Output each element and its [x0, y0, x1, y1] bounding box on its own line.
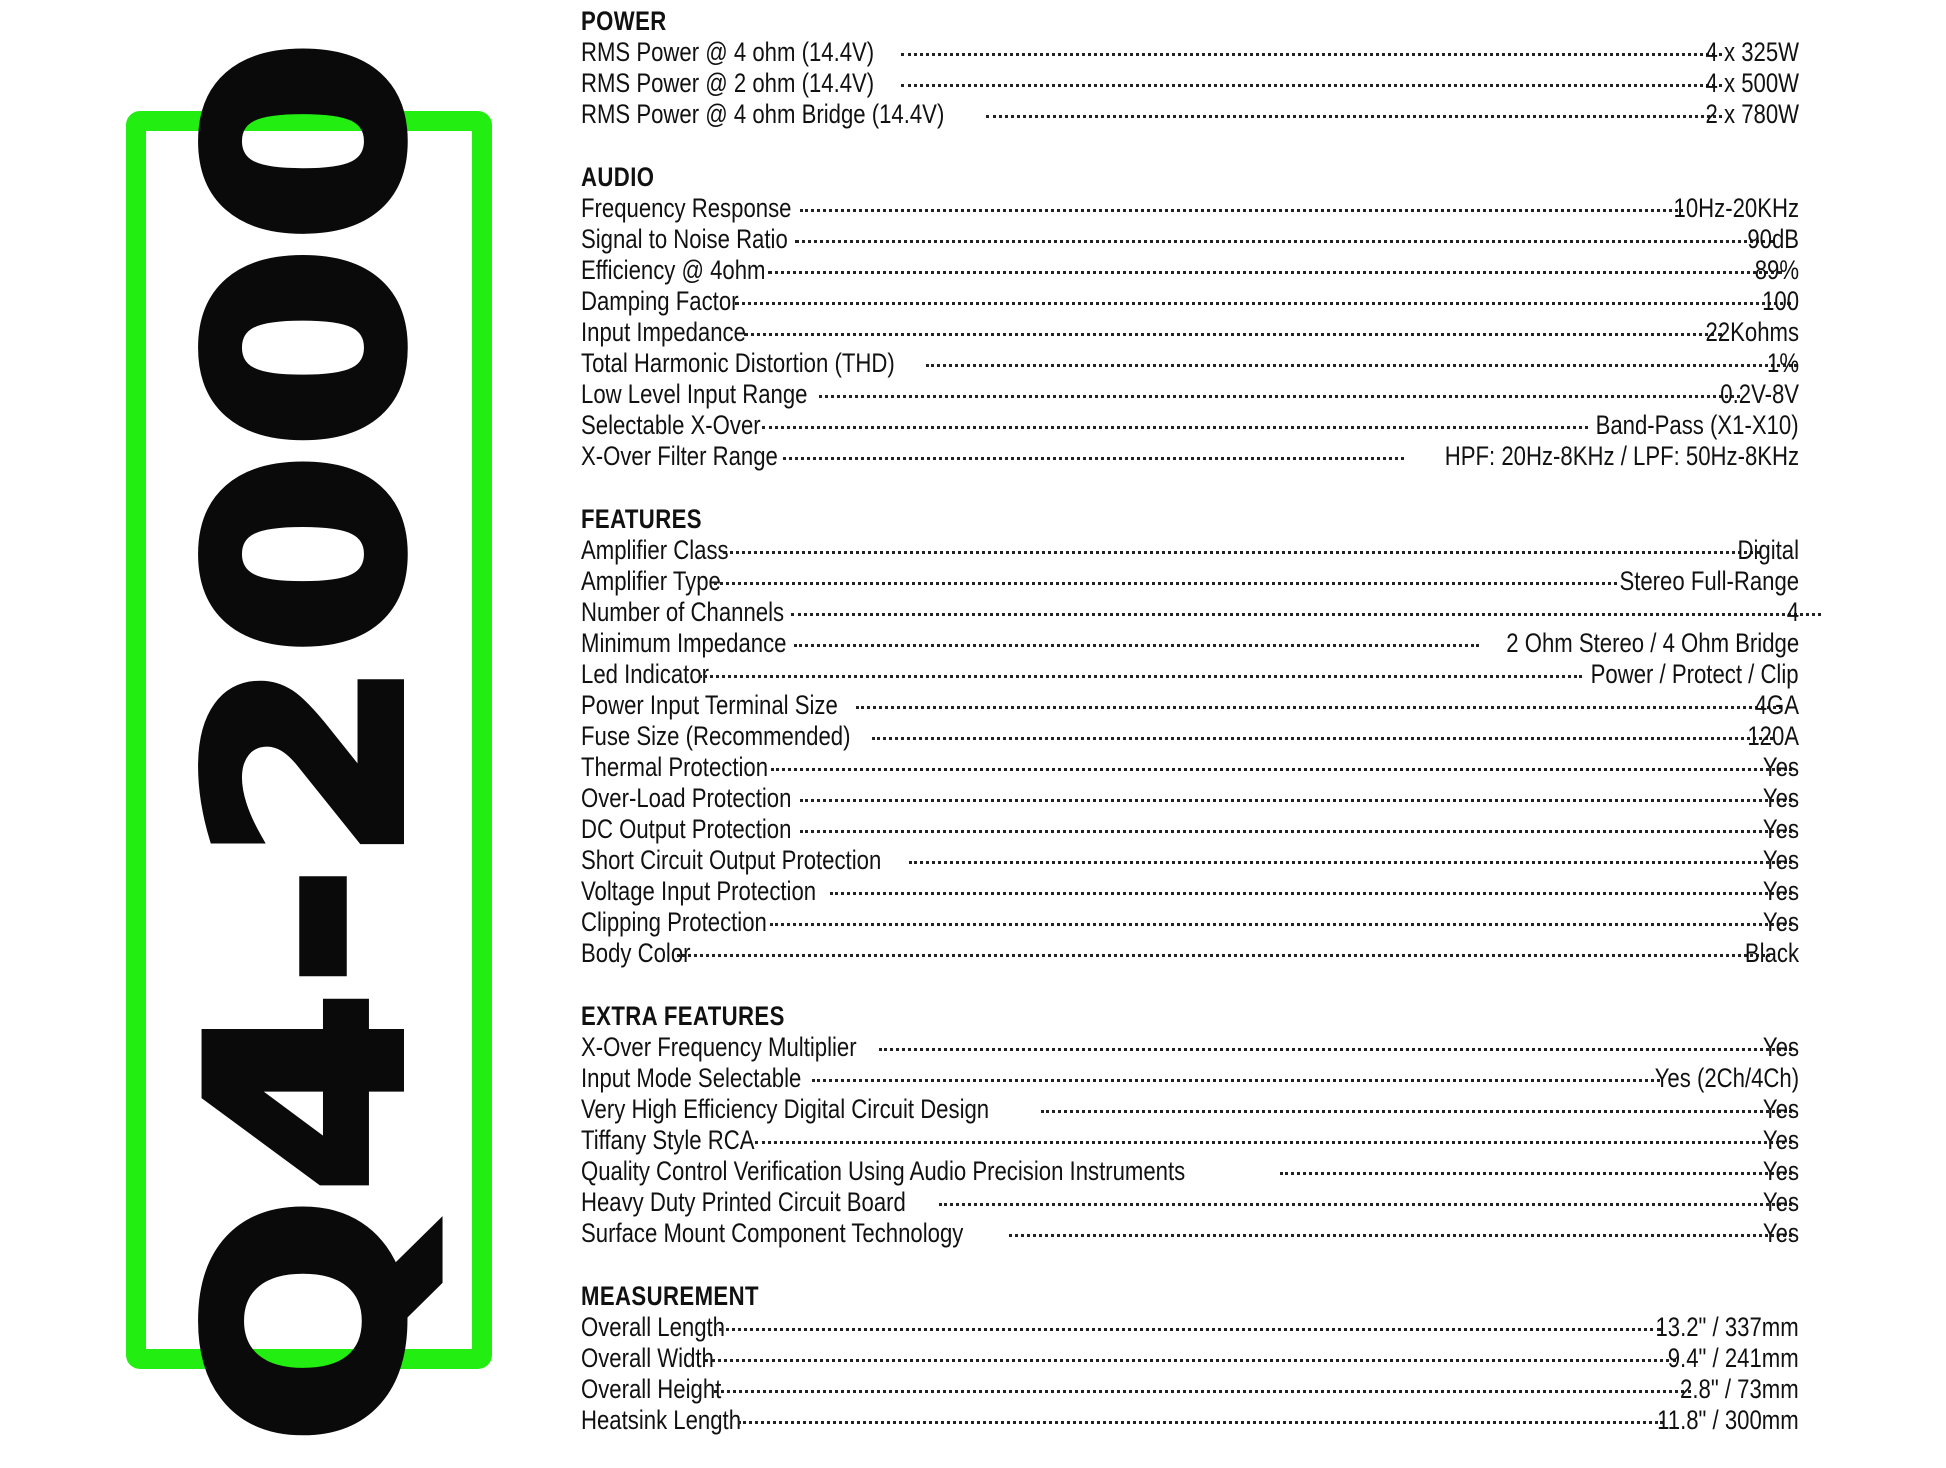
spec-row: [581, 783, 1799, 814]
spec-value: Yes: [1762, 752, 1799, 782]
spec-row: [581, 628, 1799, 659]
spec-label: Total Harmonic Distortion (THD): [581, 348, 895, 378]
section-title: AUDIO: [581, 162, 655, 192]
spec-value: Yes: [1762, 876, 1799, 906]
spec-row: [581, 1343, 1799, 1374]
section-title: MEASUREMENT: [581, 1281, 759, 1311]
dot-leader: [714, 582, 1617, 585]
spec-label: X-Over Frequency Multiplier: [581, 1032, 857, 1062]
spec-value: Yes: [1762, 1187, 1799, 1217]
spec-value: 4GA: [1754, 690, 1799, 720]
section-title: EXTRA FEATURES: [581, 1001, 785, 1031]
section-title: FEATURES: [581, 504, 702, 534]
spec-value: HPF: 20Hz-8KHz / LPF: 50Hz-8KHz: [1444, 441, 1799, 471]
spec-value: 2 Ohm Stereo / 4 Ohm Bridge: [1506, 628, 1799, 658]
spec-value: Stereo Full-Range: [1619, 566, 1799, 596]
dot-leader: [783, 457, 1404, 460]
spec-label: Input Mode Selectable: [581, 1063, 802, 1093]
spec-section-extra-features: [581, 1001, 1799, 1249]
spec-row: [581, 348, 1799, 379]
dot-leader: [735, 302, 1791, 305]
spec-value: Yes: [1762, 783, 1799, 813]
spec-label: Short Circuit Output Protection: [581, 845, 882, 875]
spec-section-power: [581, 6, 1799, 130]
dot-leader: [901, 84, 1722, 87]
dot-leader: [795, 240, 1773, 243]
spec-value: 4: [1786, 597, 1799, 627]
spec-value: Digital: [1737, 535, 1799, 565]
model-name-box: [126, 35, 492, 1445]
spec-row: [581, 441, 1799, 472]
spec-row: [581, 193, 1799, 224]
spec-section-measurement: [581, 1281, 1799, 1436]
dot-leader: [699, 675, 1582, 678]
spec-label: Over-Load Protection: [581, 783, 792, 813]
dot-leader: [901, 53, 1722, 56]
section-title: POWER: [581, 6, 667, 36]
dot-leader: [800, 209, 1683, 212]
spec-value: 22Kohms: [1705, 317, 1799, 347]
dot-leader: [719, 1328, 1662, 1331]
dot-leader: [705, 1359, 1676, 1362]
spec-row: [581, 690, 1799, 721]
spec-value: 11.8" / 300mm: [1657, 1405, 1799, 1435]
dot-leader: [755, 1141, 1792, 1144]
dot-leader: [986, 115, 1722, 118]
spec-value: 1%: [1766, 348, 1799, 378]
dot-leader: [771, 768, 1792, 771]
spec-value: Yes: [1762, 1125, 1799, 1155]
spec-row: [581, 255, 1799, 286]
spec-label: Quality Control Verification Using Audio Precision Instruments: [581, 1156, 1186, 1186]
dot-leader: [677, 954, 1770, 957]
spec-value: 100: [1762, 286, 1799, 316]
spec-label: Thermal Protection: [581, 752, 769, 782]
spec-label: Heatsink Length: [581, 1405, 742, 1435]
spec-row: [581, 535, 1799, 566]
spec-value: 2 x 780W: [1705, 99, 1799, 129]
spec-value: 13.2" / 337mm: [1655, 1312, 1799, 1342]
spec-row: [581, 1032, 1799, 1063]
dot-leader: [800, 830, 1792, 833]
spec-row: [581, 99, 1799, 130]
spec-value: 90dB: [1747, 224, 1799, 254]
spec-row: [581, 1405, 1799, 1436]
spec-label: Amplifier Class: [581, 535, 729, 565]
spec-value: 9.4" / 241mm: [1668, 1343, 1799, 1373]
spec-value: 10Hz-20KHz: [1673, 193, 1799, 223]
spec-row: [581, 566, 1799, 597]
spec-value: Yes: [1762, 1094, 1799, 1124]
dot-leader: [794, 644, 1479, 647]
spec-row: [581, 659, 1799, 690]
spec-label: DC Output Protection: [581, 814, 792, 844]
spec-label: Overall Height: [581, 1374, 722, 1404]
spec-row: [581, 286, 1799, 317]
spec-row: [581, 1218, 1799, 1249]
spec-label: Low Level Input Range: [581, 379, 808, 409]
dot-leader: [856, 706, 1782, 709]
dot-leader: [830, 892, 1792, 895]
spec-row: [581, 1187, 1799, 1218]
model-name: Q4-2000: [155, 35, 462, 1445]
dot-leader: [738, 1421, 1663, 1424]
dot-leader: [1041, 1110, 1792, 1113]
dot-leader: [1009, 1234, 1792, 1237]
spec-label: Minimum Impedance: [581, 628, 787, 658]
dot-leader: [1280, 1172, 1792, 1175]
dot-leader: [909, 861, 1792, 864]
spec-row: [581, 1374, 1799, 1405]
dot-leader: [744, 333, 1722, 336]
spec-row: [581, 1156, 1799, 1187]
dot-leader: [879, 1048, 1792, 1051]
spec-label: Very High Efficiency Digital Circuit Design: [581, 1094, 990, 1124]
spec-row: [581, 410, 1799, 441]
spec-row: [581, 224, 1799, 255]
spec-row: [581, 597, 1799, 628]
spec-row: [581, 876, 1799, 907]
spec-value: Band-Pass (X1-X10): [1595, 410, 1799, 440]
spec-value: 89%: [1754, 255, 1799, 285]
spec-label: Body Color: [581, 938, 691, 968]
spec-label: Heavy Duty Printed Circuit Board: [581, 1187, 906, 1217]
spec-label: Led Indicator: [581, 659, 710, 689]
spec-value: 4 x 325W: [1705, 37, 1799, 67]
spec-label: RMS Power @ 4 ohm (14.4V): [581, 37, 875, 67]
spec-value: Power / Protect / Clip: [1591, 659, 1799, 689]
spec-value: Black: [1744, 938, 1799, 968]
spec-value: 0.2V-8V: [1720, 379, 1799, 409]
spec-row: [581, 1125, 1799, 1156]
spec-label: Frequency Response: [581, 193, 792, 223]
spec-value: Yes: [1762, 907, 1799, 937]
spec-row: [581, 752, 1799, 783]
dot-leader: [723, 551, 1761, 554]
spec-sheet: [581, 6, 1799, 1468]
spec-section-features: [581, 504, 1799, 969]
spec-value: 4 x 500W: [1705, 68, 1799, 98]
spec-label: RMS Power @ 4 ohm Bridge (14.4V): [581, 99, 945, 129]
spec-value: Yes: [1762, 845, 1799, 875]
spec-label: Clipping Protection: [581, 907, 767, 937]
dot-leader: [926, 364, 1797, 367]
spec-value: Yes: [1762, 1156, 1799, 1186]
spec-label: Selectable X-Over: [581, 410, 761, 440]
spec-row: [581, 721, 1799, 752]
spec-label: Signal to Noise Ratio: [581, 224, 788, 254]
spec-row: [581, 379, 1799, 410]
spec-row: [581, 845, 1799, 876]
spec-value: 120A: [1747, 721, 1799, 751]
spec-label: Overall Width: [581, 1343, 714, 1373]
dot-leader: [762, 426, 1588, 429]
spec-row: [581, 907, 1799, 938]
dot-leader: [768, 271, 1782, 274]
spec-row: [581, 68, 1799, 99]
dot-leader: [872, 737, 1773, 740]
dot-leader: [800, 799, 1792, 802]
dot-leader: [791, 613, 1821, 616]
dot-leader: [714, 1390, 1691, 1393]
dot-leader: [939, 1203, 1792, 1206]
spec-value: Yes: [1762, 814, 1799, 844]
spec-label: Surface Mount Component Technology: [581, 1218, 964, 1248]
spec-label: Voltage Input Protection: [581, 876, 817, 906]
spec-value: Yes: [1762, 1032, 1799, 1062]
spec-value: 2.8" / 73mm: [1680, 1374, 1799, 1404]
spec-value: Yes: [1762, 1218, 1799, 1248]
dot-leader: [770, 923, 1792, 926]
spec-row: [581, 814, 1799, 845]
spec-row: [581, 1312, 1799, 1343]
spec-row: [581, 1094, 1799, 1125]
spec-label: Damping Factor: [581, 286, 739, 316]
spec-label: Efficiency @ 4ohm: [581, 255, 766, 285]
spec-label: Input Impedance: [581, 317, 746, 347]
dot-leader: [812, 1079, 1660, 1082]
spec-row: [581, 37, 1799, 68]
spec-row: [581, 938, 1799, 969]
spec-value: Yes (2Ch/4Ch): [1654, 1063, 1799, 1093]
spec-label: X-Over Filter Range: [581, 441, 778, 471]
spec-row: [581, 1063, 1799, 1094]
spec-label: RMS Power @ 2 ohm (14.4V): [581, 68, 875, 98]
spec-section-audio: [581, 162, 1799, 472]
spec-label: Power Input Terminal Size: [581, 690, 838, 720]
spec-label: Overall Length: [581, 1312, 725, 1342]
spec-row: [581, 317, 1799, 348]
spec-label: Fuse Size (Recommended): [581, 721, 851, 751]
spec-label: Amplifier Type: [581, 566, 721, 596]
spec-label: Tiffany Style RCA: [581, 1125, 755, 1155]
spec-label: Number of Channels: [581, 597, 785, 627]
dot-leader: [819, 395, 1740, 398]
